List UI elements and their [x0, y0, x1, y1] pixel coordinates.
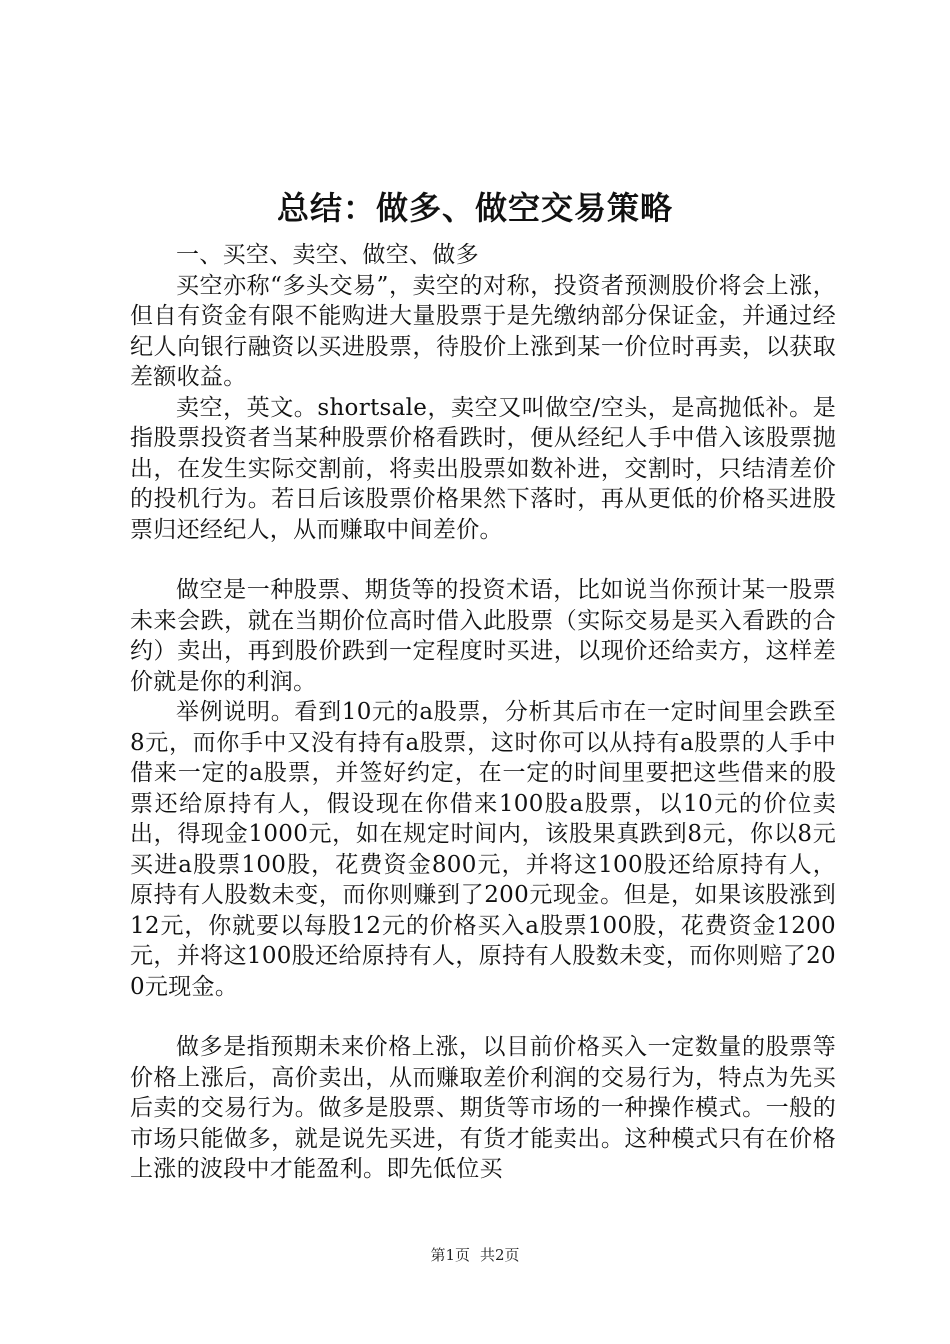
document-title: 总结：做多、做空交易策略 — [276, 189, 673, 227]
page-number: 第1页 — [430, 1246, 470, 1264]
paragraph-short-sale: 卖空，英文。shortsale，卖空又叫做空/空头，是高抛低补。是指股票投资者当某种股票价格看跌时，便从经纪人手中借入该股票抛出，在发生实际交割前，将卖出股票如数补进，交割时，只结清差价的投机行为。若日后该股票价格果然下落时，再从更低的价格买进股票归还经纪人，从而赚取中间差价。 — [130, 394, 836, 543]
paragraph-example: 举例说明。看到10元的a股票，分析其后市在一定时间里会跌至8元，而你手中又没有持有a股票，这时你可以从持有a股票的人手中借来一定的a股票，并签好约定，在一定的时间里要把这些借来的股票还给原持有人，假设现在你借来100股a股票，以10元的价位卖出，得现金1000元，如在规定时间内，该股果真跌到8元，你以8元买进a股票100股，花费资金800元，并将这100股还给原持有人，原持有人股数未变，而你则赚到了200元现金。但是，如果该股涨到12元，你就要以每股12元的价格买入a股票100股，花费资金1200元，并将这100股还给原持有人，原持有人股数未变，而你则赔了200元现金。 — [130, 699, 836, 1000]
paragraph-shorting: 做空是一种股票、期货等的投资术语，比如说当你预计某一股票未来会跌，就在当期价位高时借入此股票（实际交易是买入看跌的合约）卖出，再到股价跌到一定程度时买进，以现价还给卖方，这样差价就是你的利润。 — [130, 577, 836, 695]
page-footer — [0, 1245, 950, 1265]
page-total: 共2页 — [480, 1246, 520, 1264]
paragraph-going-long: 做多是指预期未来价格上涨，以目前价格买入一定数量的股票等价格上涨后，高价卖出，从而赚取差价利润的交易行为，特点为先买后卖的交易行为。做多是股票、期货等市场的一种操作模式。一般的市场只能做多，就是说先买进，有货才能卖出。这种模式只有在价格上涨的波段中才能盈利。即先低位买 — [130, 1034, 836, 1182]
document-body — [130, 240, 836, 1185]
section-heading: 一、买空、卖空、做空、做多 — [176, 242, 479, 268]
paragraph-buy-long: 买空亦称“多头交易”，卖空的对称，投资者预测股价将会上涨，但自有资金有限不能购进大量股票于是先缴纳部分保证金，并通过经纪人向银行融资以买进股票，待股价上涨到某一价位时再卖，以获取差额收益。 — [130, 272, 836, 390]
